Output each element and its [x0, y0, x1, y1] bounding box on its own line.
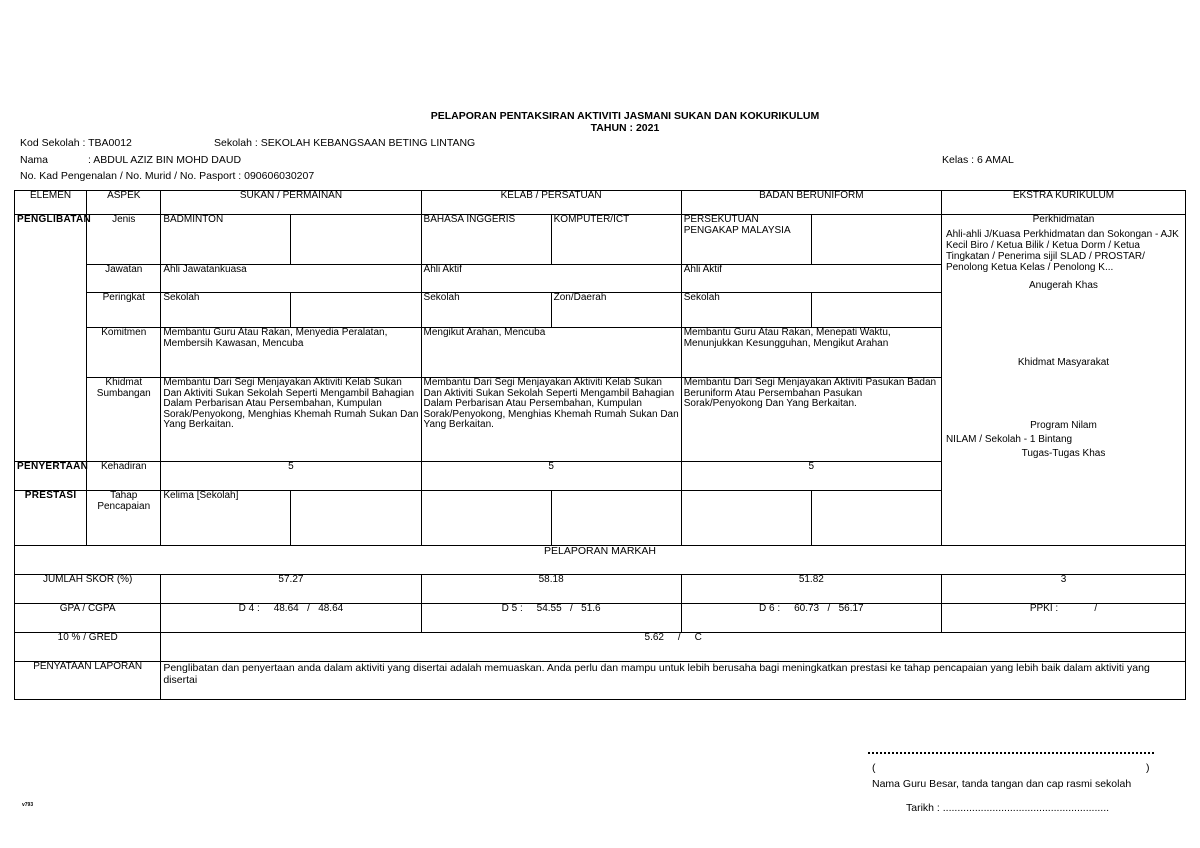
row-gred [15, 633, 1186, 662]
gpa-badan-v2: 56.17 [838, 603, 864, 614]
skor-sukan: 57.27 [161, 575, 421, 604]
ekstra-perkhidmatan-heading: Perkhidmatan [1032, 214, 1095, 225]
signature-date: Tarikh : ......................................................... [906, 802, 1110, 814]
student-name: : ABDUL AZIZ BIN MOHD DAUD [88, 154, 242, 166]
gpa-slash: / [1094, 603, 1098, 614]
elemen-penyertaan: PENYERTAAN [15, 462, 87, 491]
gpa-badan-v1: 60.73 [794, 603, 820, 614]
table-header-row [15, 191, 1186, 215]
ekstra-anugerah-value [944, 295, 1183, 358]
col-sukan: SUKAN / PERMAINAN [161, 191, 421, 215]
badan-peringkat-2 [811, 293, 941, 328]
ekstra-tugas-heading: Tugas-Tugas Khas [1021, 448, 1106, 459]
gpa-slash: / [827, 603, 831, 614]
kelab-khidmat: Membantu Dari Segi Menjayakan Aktiviti Kelab Sukan Dan Aktiviti Sukan Sekolah Seperti Mengambil Bahagian Dalam Perbarisan Atau Persembahan, Kumpulan Sorak/Penyokong, Menghias Khemah Rumah Sukan Dan Yang Berkaitan. [421, 378, 681, 462]
sukan-peringkat-2 [291, 293, 421, 328]
ekstra-subtable [944, 215, 1183, 515]
ekstra-khidmat-heading: Khidmat Masyarakat [1017, 357, 1110, 368]
col-elemen: ELEMEN [15, 191, 87, 215]
signature-bracket-close: ) [1146, 762, 1150, 774]
sukan-komitmen: Membantu Guru Atau Rakan, Menyedia Peralatan, Membersih Kawasan, Mencuba [161, 328, 421, 378]
aspek-khidmat: Khidmat Sumbangan [87, 378, 161, 462]
markah-title: PELAPORAN MARKAH [15, 546, 1186, 575]
gpa-ppki [941, 604, 1185, 633]
skor-ekstra: 3 [941, 575, 1185, 604]
gpa-badan [681, 604, 941, 633]
gred-value-cell [161, 633, 1186, 662]
gpa-label: GPA / CGPA [15, 604, 161, 633]
badan-jenis-1: PERSEKUTUAN PENGAKAP MALAYSIA [681, 215, 811, 265]
aspek-jawatan: Jawatan [87, 265, 161, 293]
kelab-komitmen: Mengikut Arahan, Mencuba [421, 328, 681, 378]
ppki-code: PPKI : [1029, 603, 1059, 614]
row-jenis [15, 215, 1186, 265]
row-jumlah-skor [15, 575, 1186, 604]
student-name-label: Nama [20, 154, 49, 166]
assessment-table [14, 190, 1186, 700]
jumlah-label: JUMLAH SKOR (%) [15, 575, 161, 604]
ekstra-anugerah-heading: Anugerah Khas [1028, 280, 1098, 291]
badan-komitmen: Membantu Guru Atau Rakan, Menepati Waktu, Menunjukkan Kesungguhan, Mengikut Arahan [681, 328, 941, 378]
gpa-kelab-v1: 54.55 [536, 603, 562, 614]
kelab-kehadiran: 5 [421, 462, 681, 491]
report-year: TAHUN : 2021 [590, 122, 660, 134]
ekstra-nilam-heading: Program Nilam [1030, 420, 1097, 431]
sukan-khidmat: Membantu Dari Segi Menjayakan Aktiviti Kelab Sukan Dan Aktiviti Sukan Sekolah Seperti Mengambil Bahagian Dalam Perbarisan Atau Persembahan, Kumpulan Sorak/Penyokong, Menghias Khemah Rumah Sukan Dan Yang Berkaitan. [161, 378, 421, 462]
ekstra-column [941, 215, 1185, 546]
sukan-tahap-2 [291, 491, 421, 546]
gpa-sukan-v1: 48.64 [273, 603, 299, 614]
sukan-jenis-2 [291, 215, 421, 265]
ekstra-khidmat-value [944, 372, 1183, 421]
badan-peringkat-1: Sekolah [681, 293, 811, 328]
kelab-peringkat-1: Sekolah [421, 293, 551, 328]
elemen-penglibatan: PENGLIBATAN [15, 215, 87, 462]
row-gpa [15, 604, 1186, 633]
gpa-sukan [161, 604, 421, 633]
kelab-jenis-1: BAHASA INGGERIS [421, 215, 551, 265]
row-markah-title [15, 546, 1186, 575]
signature-bracket-open: ( [872, 762, 876, 774]
gpa-kelab [421, 604, 681, 633]
badan-tahap-2 [811, 491, 941, 546]
row-penyataan [15, 662, 1186, 700]
student-class: Kelas : 6 AMAL [942, 154, 1014, 166]
gpa-slash: / [570, 603, 573, 614]
student-id: No. Kad Pengenalan / No. Murid / No. Pasport : 090606030207 [20, 170, 315, 182]
aspek-komitmen: Komitmen [87, 328, 161, 378]
signature-label: Nama Guru Besar, tanda tangan dan cap rasmi sekolah [872, 778, 1132, 790]
aspek-kehadiran: Kehadiran [87, 462, 161, 491]
aspek-peringkat: Peringkat [87, 293, 161, 328]
ekstra-perkhidmatan-text: Ahli-ahli J/Kuasa Perkhidmatan dan Sokongan - AJK Kecil Biro / Ketua Bilik / Ketua Dorm / Ketua Tingkatan / Penerima sijil SLAD / PROSTAR/ Penolong Ketua Kelas / Penolong K... [945, 229, 1179, 273]
gpa-slash: / [307, 603, 310, 614]
sukan-kehadiran: 5 [161, 462, 421, 491]
sukan-jenis-1: BADMINTON [161, 215, 291, 265]
ekstra-nilam-text: NILAM / Sekolah - 1 Bintang [945, 434, 1073, 445]
skor-badan: 51.82 [681, 575, 941, 604]
penyataan-label: PENYATAAN LAPORAN [15, 662, 161, 700]
badan-kehadiran: 5 [681, 462, 941, 491]
gpa-kelab-v2: 51.6 [581, 603, 601, 614]
sukan-jawatan: Ahli Jawatankuasa [161, 265, 421, 293]
gpa-sukan-code: D 4 : [238, 603, 260, 614]
school-name: Sekolah : SEKOLAH KEBANGSAAN BETING LINTANG [214, 137, 476, 149]
kelab-jenis-2: KOMPUTER/ICT [551, 215, 681, 265]
report-title: PELAPORAN PENTAKSIRAN AKTIVITI JASMANI SUKAN DAN KOKURIKULUM [430, 110, 820, 122]
gred-letter: C [694, 632, 702, 643]
col-kelab: KELAB / PERSATUAN [421, 191, 681, 215]
penyataan-text: Penglibatan dan penyertaan anda dalam aktiviti yang disertai adalah memuaskan. Anda perlu dan mampu untuk lebih berusaha bagi meningkatkan prestasi ke tahap pencapaian yang lebih baik dalam aktiviti yang disertai [161, 662, 1186, 700]
kelab-peringkat-2: Zon/Daerah [551, 293, 681, 328]
page-mark: v793 [22, 802, 34, 808]
badan-jenis-2 [811, 215, 941, 265]
aspek-jenis: Jenis [87, 215, 161, 265]
gred-slash: / [677, 632, 681, 643]
badan-tahap-1 [681, 491, 811, 546]
kelab-tahap-2 [551, 491, 681, 546]
gpa-sukan-v2: 48.64 [318, 603, 344, 614]
elemen-prestasi: PRESTASI [15, 491, 87, 546]
kelab-tahap-1 [421, 491, 551, 546]
ekstra-tugas-value [944, 463, 1183, 515]
sukan-peringkat-1: Sekolah [161, 293, 291, 328]
gred-label: 10 % / GRED [15, 633, 161, 662]
col-badan: BADAN BERUNIFORM [681, 191, 941, 215]
gpa-kelab-code: D 5 : [501, 603, 523, 614]
gpa-badan-code: D 6 : [759, 603, 781, 614]
sukan-tahap-1: Kelima [Sekolah] [161, 491, 291, 546]
skor-kelab: 58.18 [421, 575, 681, 604]
kelab-jawatan: Ahli Aktif [421, 265, 681, 293]
aspek-tahap: Tahap Pencapaian [87, 491, 161, 546]
gred-value: 5.62 [644, 632, 664, 643]
badan-khidmat: Membantu Dari Segi Menjayakan Aktiviti Pasukan Badan Beruniform Atau Persembahan Pasukan Sorak/Penyokong Dan Yang Berkaitan. [681, 378, 941, 462]
badan-jawatan: Ahli Aktif [681, 265, 941, 293]
col-aspek: ASPEK [87, 191, 161, 215]
school-code: Kod Sekolah : TBA0012 [20, 137, 132, 149]
signature-line [868, 752, 1154, 754]
col-ekstra: EKSTRA KURIKULUM [941, 191, 1185, 215]
